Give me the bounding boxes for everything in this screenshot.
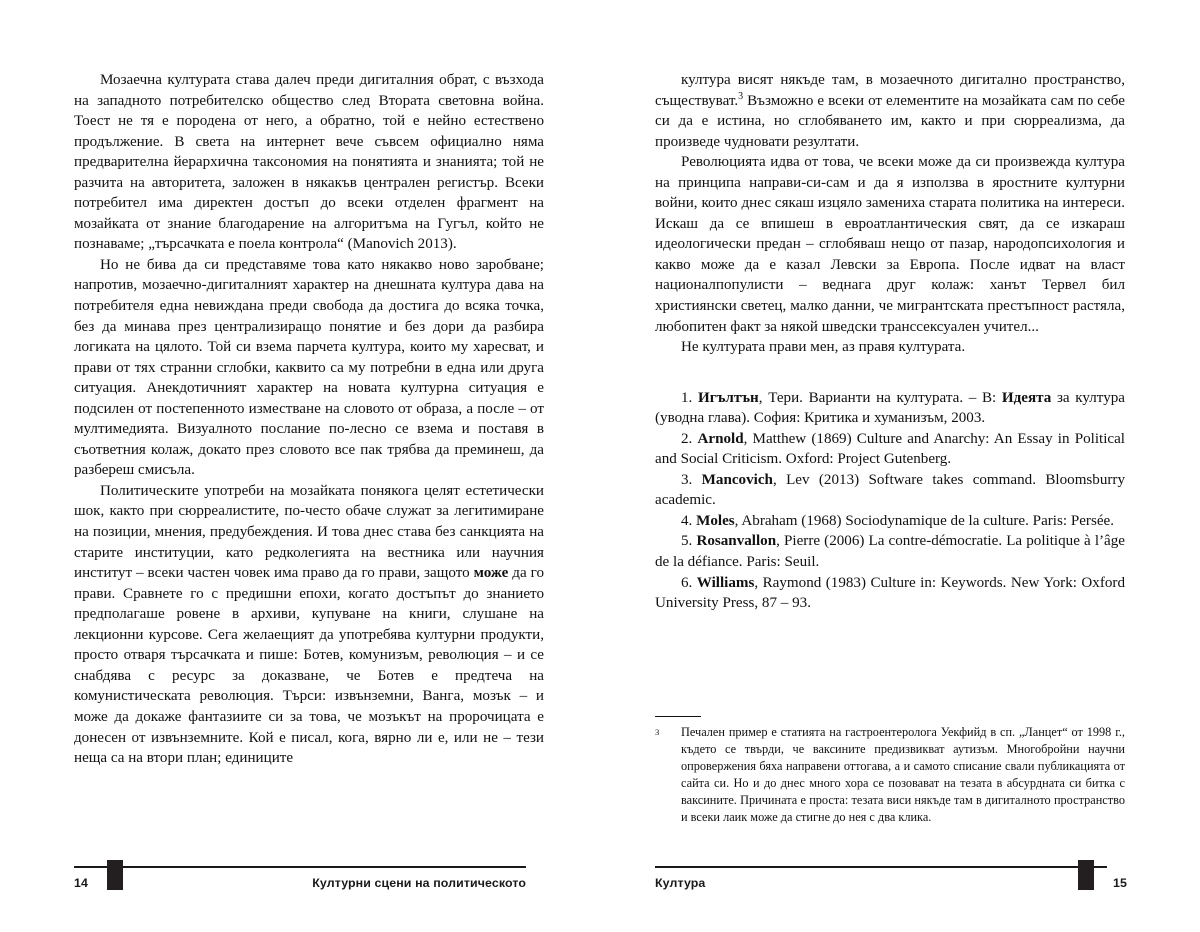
bibliography-entry-bold-run: Arnold — [697, 430, 744, 447]
footnote-zone — [655, 716, 1125, 827]
bibliography-entry-number: 5. — [681, 533, 697, 550]
bibliography-entry-text: , Тери. Варианти на културата. – В: — [758, 389, 1002, 406]
footer-right — [600, 854, 1200, 932]
footer-marker-block — [107, 860, 123, 890]
bibliography-entry-number: 6. — [681, 574, 697, 591]
bibliography-entry-text: , Pierre (2006) La contre-démocratie. La politique à l’âge de la défiance. Paris: Seuil. — [655, 533, 1125, 571]
footer-left — [0, 854, 600, 932]
bibliography-entry-number: 1. — [681, 389, 698, 406]
bibliography-entry-number: 2. — [681, 430, 698, 447]
bibliography-entry — [655, 470, 1125, 511]
paragraph: Но не бива да си представяме това като някакво ново заробване; напротив, мозаечно-дигиталният характер на днешната култура дава на потребителя една невиждана преди свобода да достига до всяка точка, без да минава през централизиращо понятие и без дори да разбира логиката на цялото. Той си взема парчета култура, които му харесват, и прави от тях странни сглобки, каквито са му потребни в една или друга ситуация. Анекдотичният характер на новата културна ситуация е подсилен от постепенното изместване на словото от образа, а после – от мултимедията. Визуалното послание по-лесно се взема и поставя в съответния колаж, докато през словото все пак трябва да преминеш, да разбереш смисъла. — [74, 256, 544, 479]
paragraph-closing-line: Не културата прави мен, аз правя културата. — [681, 339, 966, 356]
paragraph-text-after-footnote-ref: Възможно е всеки от елементите на мозайката сам по себе си да е истина, но сглобяването им, както и при сюрреализма, да произведе чудновати резултати. — [655, 92, 1125, 150]
bibliography-entry-number: 4. — [681, 512, 697, 529]
paragraph-text-after-bold: да го прави. Сравнете го с предишни епохи, когато достъпът до знанието предполагаше ровене в архиви, купуване на книги, слушане на лекционни курсове. Сега желаещият да употребява културни продукти, просто отваря търсачката и пише: Ботев, комунизъм, революция – и се снабдява с ресурс за доказване, че Ботев е предтеча на комунистическата революция. Търси: извънземни, Ванга, мозък – и може да докаже фантазиите си за това, че мозъкът на пророчицата е донесен от извънземните. Кой е писал, кога, вярно ли е, или не – тези неща са на втори план; единиците — [74, 565, 544, 767]
bibliography-entry-bold-run: Игълтън — [697, 389, 759, 406]
paragraph-text-before-bold: Политическите употреби на мозайката понякога целят естетически шок, както при сюрреалистите, по-често обаче служат за легитимиране на позиции, мнения, предубеждения. И това днес става без санкцията на старите институции, като редколегията на вестника или научния институт – всеки частен човек има право да го прави, защото — [74, 482, 544, 582]
paragraph-with-emphasis — [74, 481, 544, 769]
footnote-separator-rule — [655, 716, 701, 717]
page-number: 15 — [1113, 876, 1127, 890]
paragraph-text-before-footnote-ref: култура висят някъде там, в мозаечното дигитално пространство, съществуват. — [655, 72, 1125, 109]
bibliography-entry-number: 3. — [681, 471, 702, 488]
bibliography-entry-text: , Lev (2013) Software takes command. Bloomsburry academic. — [655, 471, 1125, 509]
bibliography-entry-text: за култура (уводна глава). София: Критика и хуманизъм, 2003. — [655, 389, 1125, 427]
bibliography-list — [655, 388, 1125, 614]
bibliography-entry-bold-run: Williams — [696, 574, 755, 591]
footer-marker-block — [1078, 860, 1094, 890]
paragraph-with-footnote-ref — [655, 70, 1125, 152]
footnote-number: 3 — [655, 727, 660, 737]
bibliography-entry-bold-run: Rosanvallon — [696, 533, 777, 550]
bibliography-entry-text: , Matthew (1869) Culture and Anarchy: An Essay in Political and Social Criticism. Oxford: Project Gutenberg. — [655, 430, 1125, 468]
bibliography-entry-bold-run: Mancovich — [701, 471, 773, 488]
bibliography-entry-text: , Abraham (1968) Sociodynamique de la culture. Paris: Persée. — [734, 512, 1114, 529]
footnote-text: Печален пример е статията на гастроентеролога Уекфийд в сп. „Ланцет“ от 1998 г., където се твърди, че ваксините предизвикват аутизъм. Многобройни научни опровержения бяха направени оттогава, а и самото списание свали публикацията от сайта си. Но и до днес много хора се позовават на тезата в абсурдната си битка с ваксините. Причината е проста: тезата виси някъде там в дигиталното пространство и всеки лаик може да стигне до нея с два клика. — [681, 725, 1125, 825]
page-number: 14 — [74, 876, 88, 890]
footer-book-title: Културни сцени на политическото — [312, 876, 526, 890]
paragraph: Революцията идва от това, че всеки може да си произвежда култура на принципа направи-си-сам и да я използва в яростните културни войни, които днес сякаш изцяло замениха старата политика на интереси. Искаш да се впишеш в евроатлантическия свят, да се изкараш идеологически предан – сглобяваш нещо от пазар, народопсихология и какво може да е казал Левски за Европа. После идват на власт националпопулисти – веднага друг колаж: ханът Тервел бил християнски светец, малко данни, че мигрантската престъпност растяла, любопитен факт за някой шведски транссексуален учител... — [655, 154, 1125, 335]
bold-emphasis-moje: може — [473, 565, 509, 582]
footer-rule — [655, 866, 1107, 868]
bibliography-entry — [655, 511, 1125, 532]
right-page-text-column — [655, 70, 1125, 614]
page-right — [600, 0, 1200, 932]
bibliography-entry — [655, 388, 1125, 429]
bibliography-entry — [655, 531, 1125, 572]
paragraph: Мозаечна културата става далеч преди дигиталния обрат, с възхода на западното потребителско общество след Втората световна война. Тоест не тя е породена от него, а обратно, той е нейно естествено продължение. В света на интернет вече съвсем официално няма предварителна йерархична таксономия на понятията и знанията; той не разчита на авторитета, заложен в някакъв централен регистър. Всеки потребител има директен достъп до всеки отделен фрагмент на мозайката от знание благодарение на алгоритъма на Гугъл, който не познаваме; „търсачката е поела контрола“ (Manovich 2013). — [74, 72, 544, 253]
footer-rule — [74, 866, 526, 868]
bibliography-entry — [655, 429, 1125, 470]
footnote-entry — [655, 724, 1125, 827]
bibliography-entry-bold-run: Moles — [696, 512, 735, 529]
footer-chapter-title: Култура — [655, 876, 706, 890]
bibliography-entry-text: , Raymond (1983) Culture in: Keywords. New York: Oxford University Press, 87 – 93. — [655, 574, 1126, 612]
bibliography-entry — [655, 573, 1125, 614]
bibliography-entry-bold-run: Идеята — [1001, 389, 1052, 406]
footnote-reference-marker[interactable]: 3 — [738, 90, 744, 102]
left-page-text-column — [74, 70, 544, 769]
